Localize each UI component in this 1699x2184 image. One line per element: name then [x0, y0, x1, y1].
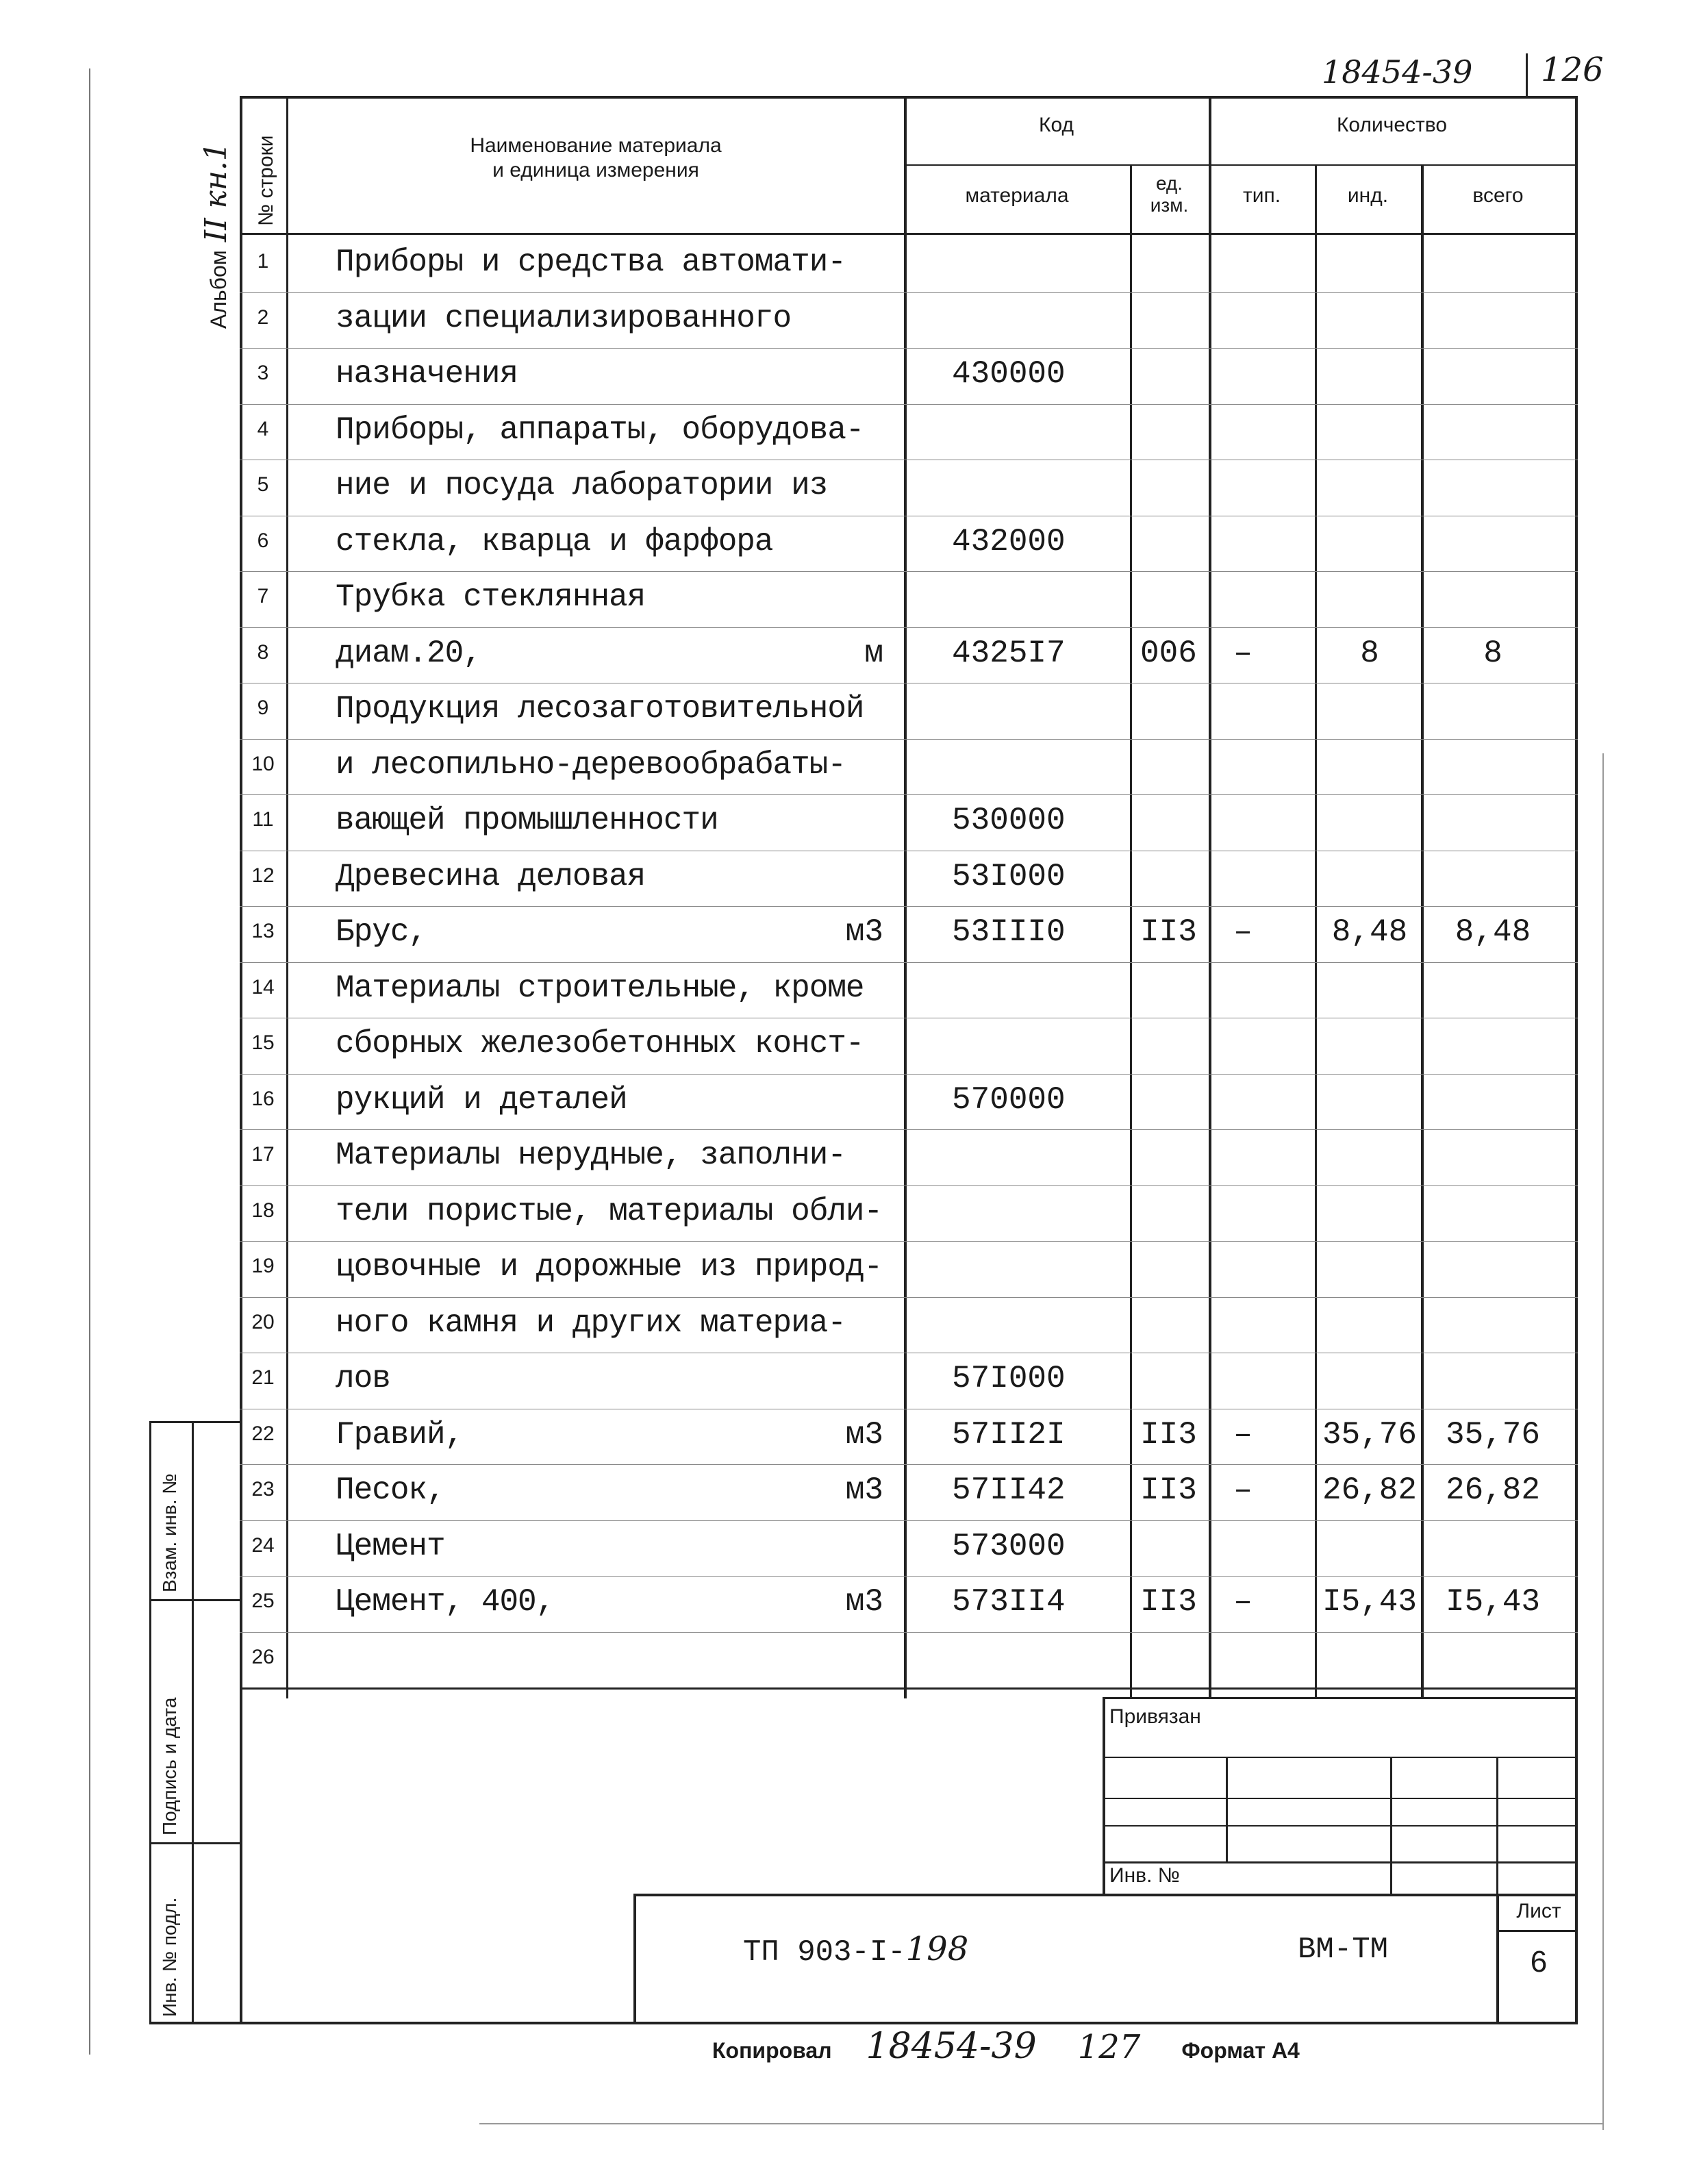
qty-ind-header: инд.: [1347, 184, 1389, 207]
row-divider: [240, 348, 1578, 349]
name-header-line2: и единица измерения: [492, 159, 699, 181]
qty-tip: –: [1233, 1416, 1253, 1453]
qty-group-header: Количество: [1336, 114, 1448, 136]
unit-code: II3: [1140, 1416, 1197, 1453]
qty-tip: –: [1233, 1584, 1253, 1620]
material-name: диам.20,: [336, 635, 481, 671]
row-number: 10: [251, 752, 275, 775]
material-code: 57II2I: [952, 1416, 1066, 1453]
row-number: 16: [251, 1087, 275, 1110]
row-number: 1: [257, 250, 269, 273]
row-number: 25: [251, 1590, 275, 1612]
row-divider: [240, 1074, 1578, 1075]
qty-all-header: всего: [1472, 184, 1524, 207]
row-number: 5: [257, 473, 269, 496]
row-number: 6: [257, 529, 269, 552]
material-name: Материалы строительные, кроме: [336, 970, 864, 1006]
row-divider: [240, 1464, 1578, 1465]
material-code: 57II42: [952, 1472, 1066, 1508]
unit: м: [864, 635, 883, 671]
material-name: Брус,: [336, 914, 427, 950]
unit: м3: [845, 1472, 883, 1508]
qty-ind: 8,48: [1331, 914, 1408, 950]
qty-tip: –: [1233, 914, 1253, 950]
qty-ind: 26,82: [1322, 1472, 1418, 1508]
row-number: 26: [251, 1645, 275, 1668]
format-label: Формат А4: [1181, 2038, 1300, 2063]
sheet-number: 6: [1530, 1945, 1548, 1979]
unit: м3: [845, 1416, 883, 1453]
material-name: лов: [336, 1361, 390, 1396]
material-code: 530000: [952, 803, 1066, 838]
name-header: [288, 134, 904, 183]
copied-value: 18454-39: [866, 2026, 1037, 2067]
unit-code: II3: [1140, 914, 1197, 950]
material-code: 53III0: [952, 914, 1066, 950]
project-code-handwritten: 198: [905, 1930, 969, 1968]
row-number: 7: [257, 585, 269, 607]
qty-all: 8,48: [1455, 914, 1531, 950]
row-divider: [240, 962, 1578, 963]
material-name: цовочные и дорожные из природ-: [336, 1249, 883, 1285]
album-value: II кн.1: [199, 142, 234, 242]
album-label-text: Альбом: [206, 250, 231, 329]
row-number: 15: [251, 1031, 275, 1054]
material-name: назначения: [336, 356, 518, 392]
row-number: 22: [251, 1422, 275, 1445]
material-code: 4325I7: [952, 635, 1066, 671]
scan-edge-right: [1602, 753, 1604, 2130]
material-name: Цемент, 400,: [336, 1584, 555, 1620]
row-number: 13: [251, 920, 275, 942]
footer: [712, 2026, 1300, 2067]
copied-page: 127: [1077, 2028, 1141, 2066]
material-name: Песок,: [336, 1472, 445, 1508]
unit-code: II3: [1140, 1584, 1197, 1620]
material-name: Приборы, аппараты, оборудова-: [336, 412, 864, 448]
unit: м3: [845, 1584, 883, 1620]
material-name: и лесопильно-деревообрабаты-: [336, 746, 846, 783]
qty-tip-header: тип.: [1242, 184, 1281, 207]
material-name: ние и посуда лаборатории из: [336, 468, 828, 503]
row-number: 3: [257, 362, 269, 384]
code-material-header: материала: [965, 184, 1069, 207]
material-code: 430000: [952, 356, 1066, 392]
table-bottom-line: [240, 1687, 1578, 1690]
row-number: 17: [251, 1143, 275, 1166]
row-number: 4: [257, 417, 269, 440]
material-name: Трубка стеклянная: [336, 579, 646, 615]
material-name: Цемент: [336, 1528, 445, 1564]
material-name: Древесина деловая: [336, 858, 646, 894]
row-number: 11: [252, 808, 274, 831]
material-name: зации специализированного: [336, 300, 792, 336]
row-number: 18: [251, 1198, 275, 1222]
row-divider: [240, 1632, 1578, 1633]
material-name: рукций и деталей: [336, 1081, 627, 1118]
row-number: 9: [257, 696, 269, 719]
row-number: 21: [251, 1366, 275, 1389]
material-code: 53I000: [952, 858, 1066, 894]
row-number: 20: [251, 1310, 275, 1333]
row-number: 23: [251, 1478, 275, 1501]
unit-code: 006: [1140, 635, 1197, 671]
doc-number-handwritten: 18454-39: [1322, 53, 1473, 90]
code-unit-header: [1130, 173, 1209, 216]
material-code: 573II4: [952, 1584, 1066, 1620]
code-group-header: Код: [1038, 114, 1074, 136]
row-number: 12: [251, 864, 275, 887]
qty-all: 8: [1483, 635, 1502, 671]
qty-all: I5,43: [1445, 1584, 1541, 1620]
inv-no-label: Инв. №: [1109, 1864, 1180, 1887]
qty-ind: I5,43: [1322, 1584, 1418, 1620]
material-name: стекла, кварца и фарфора: [336, 523, 773, 560]
qty-tip: –: [1233, 635, 1253, 671]
material-code: 573000: [952, 1528, 1066, 1564]
material-code: 570000: [952, 1081, 1066, 1118]
row-divider: [240, 906, 1578, 907]
qty-all: 35,76: [1445, 1416, 1541, 1453]
row-divider: [240, 627, 1578, 628]
scan-edge-left: [89, 68, 90, 2055]
row-number: 19: [251, 1255, 275, 1277]
name-header-line1: Наименование материала: [470, 134, 722, 157]
scan-edge-bottom: [479, 2123, 1602, 2124]
material-name: тели пористые, материалы обли-: [336, 1193, 883, 1229]
row-number: 14: [251, 975, 275, 999]
row-divider: [240, 794, 1578, 795]
row-number: 24: [251, 1533, 275, 1557]
row-divider: [240, 292, 1578, 293]
project-code-printed: ТП 903-I-: [743, 1935, 906, 1970]
material-name: Приборы и средства автомати-: [336, 244, 846, 280]
material-name: Продукция лесозаготовительной: [336, 691, 864, 727]
code-unit-line2: изм.: [1150, 194, 1189, 216]
row-divider: [240, 1241, 1578, 1242]
row-divider: [240, 1520, 1578, 1521]
row-number: 2: [257, 305, 269, 329]
row-divider: [240, 1129, 1578, 1130]
material-code: 57I000: [952, 1361, 1066, 1396]
qty-ind: 8: [1360, 635, 1379, 671]
sheet-label: Лист: [1516, 1900, 1561, 1922]
material-name: Материалы нерудные, заполни-: [336, 1138, 846, 1173]
material-name: вающей промышленности: [336, 803, 718, 838]
row-divider: [240, 1576, 1578, 1577]
row-divider: [240, 739, 1578, 740]
material-name: Гравий,: [336, 1416, 464, 1453]
qty-tip: –: [1233, 1472, 1253, 1508]
row-divider: [240, 1185, 1578, 1186]
material-name: сборных железобетонных конст-: [336, 1026, 864, 1062]
qty-ind: 35,76: [1322, 1416, 1418, 1453]
code-unit-line1: ед.: [1155, 173, 1183, 194]
copied-label: Копировал: [712, 2038, 832, 2063]
row-divider: [240, 404, 1578, 405]
row-number: 8: [257, 640, 269, 664]
page-number-divider: [1526, 53, 1528, 96]
project-code: [743, 1930, 968, 1970]
page-number: 126: [1541, 51, 1604, 89]
material-code: 432000: [952, 523, 1066, 560]
unit-code: II3: [1140, 1472, 1197, 1508]
unit: м3: [845, 914, 883, 950]
material-name: ного камня и других материа-: [336, 1305, 846, 1341]
qty-all: 26,82: [1445, 1472, 1541, 1508]
row-divider: [240, 571, 1578, 572]
mark: ВМ-ТМ: [1298, 1933, 1389, 1967]
privyazan-label: Привязан: [1109, 1705, 1201, 1728]
row-divider: [240, 1297, 1578, 1298]
